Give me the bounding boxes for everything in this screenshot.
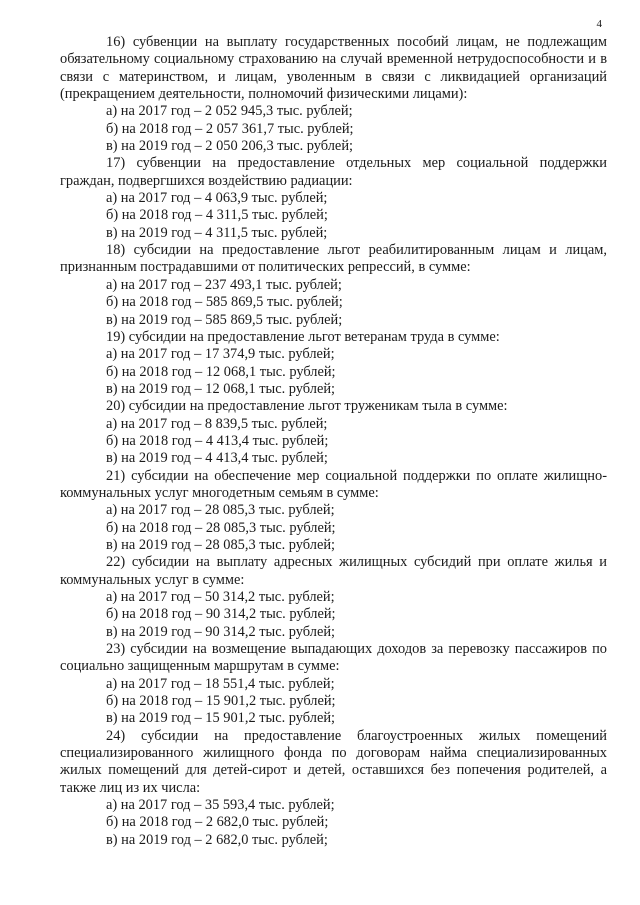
section-heading: 23) субсидии на возмещение выпадающих доходов за перевозку пассажиров по социально защищенным маршрутам в сумме: [60,641,607,675]
amount-item: а) на 2017 год – 50 314,2 тыс. рублей; [106,589,335,605]
amount-item: а) на 2017 год – 17 374,9 тыс. рублей; [106,346,335,363]
document-body [60,34,607,849]
amount-item: б) на 2018 год – 4 311,5 тыс. рублей; [106,207,328,224]
amount-item: а) на 2017 год – 237 493,1 тыс. рублей; [106,276,342,293]
amount-item: б) на 2018 год – 12 068,1 тыс. рублей; [106,363,336,380]
amount-item: а) на 2017 год – 8 839,5 тыс. рублей; [106,415,328,432]
amount-item: в) на 2019 год – 28 085,3 тыс. рублей; [106,536,336,553]
section-heading: 16) субвенции на выплату государственных пособий лицам, не подлежащим обязательному социальному страхованию на случай временной нетрудоспособности и в связи с материнством, и лицам, уволенным в связи с ликвидацией организаций (прекращением деятельности, полномочий физическими лицами): [60,34,607,103]
amount-item: б) на 2018 год – 28 085,3 тыс. рублей; [106,519,336,536]
amount-item: в) на 2019 год – 15 901,2 тыс. рублей; [106,710,336,727]
amount-item: в) на 2019 год – 4 413,4 тыс. рублей; [106,450,328,467]
amount-item: а) на 2017 год – 18 551,4 тыс. рублей; [106,675,335,692]
amount-item: б) на 2018 год – 4 413,4 тыс. рублей; [106,432,329,449]
amount-item: в) на 2019 год – 4 311,5 тыс. рублей; [106,224,328,241]
amount-item: в) на 2019 год – 2 682,0 тыс. рублей; [106,831,328,848]
section-heading: 20) субсидии на предоставление льгот труженикам тыла в сумме: [106,398,508,415]
section-heading: 22) субсидии на выплату адресных жилищных субсидий при оплате жилья и коммунальных услуг в сумме: [60,554,607,588]
amount-item: в) на 2019 год – 2 050 206,3 тыс. рублей; [106,138,354,155]
section-heading: 18) субсидии на предоставление льгот реабилитированным лицам и лицам, признанным пострадавшими от политических репрессий, в сумме: [60,242,607,276]
amount-item: в) на 2019 год – 585 869,5 тыс. рублей; [106,311,343,328]
section-heading: 19) субсидии на предоставление льгот ветеранам труда в сумме: [106,328,500,345]
section-heading: 21) субсидии на обеспечение мер социальной поддержки по оплате жилищно-коммунальных услуг многодетным семьям в сумме: [60,467,607,501]
amount-item: б) на 2018 год – 2 682,0 тыс. рублей; [106,814,329,831]
amount-item: а) на 2017 год – 2 052 945,3 тыс. рублей; [106,103,353,120]
section-heading: 24) субсидии на предоставление благоустроенных жилых помещений специализированного жилищного фонда по договорам найма специализированных жилых помещений для детей-сирот и детей, оставшихся без попечения родителей, а также лиц из их числа: [60,727,607,796]
page-number: 4 [596,18,602,30]
amount-item: б) на 2018 год – 2 057 361,7 тыс. рублей; [106,120,354,137]
section-heading: 17) субвенции на предоставление отдельных мер социальной поддержки граждан, подвергшихся воздействию радиации: [60,155,607,189]
amount-item: б) на 2018 год – 585 869,5 тыс. рублей; [106,294,343,311]
amount-item: а) на 2017 год – 4 063,9 тыс. рублей; [106,190,328,207]
amount-item: б) на 2018 год – 15 901,2 тыс. рублей; [106,693,336,710]
amount-item: в) на 2019 год – 90 314,2 тыс. рублей; [106,623,336,640]
amount-item: б) на 2018 год – 90 314,2 тыс. рублей; [106,606,336,623]
amount-item: в) на 2019 год – 12 068,1 тыс. рублей; [106,380,336,397]
amount-item: а) на 2017 год – 35 593,4 тыс. рублей; [106,797,335,814]
amount-item: а) на 2017 год – 28 085,3 тыс. рублей; [106,502,335,519]
